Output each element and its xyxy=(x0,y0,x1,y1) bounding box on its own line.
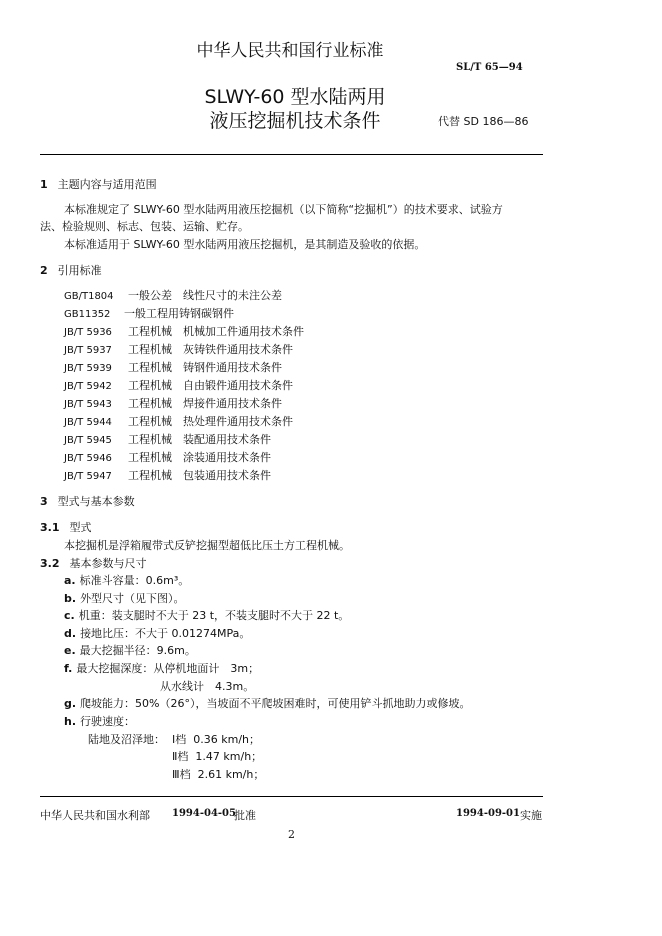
item-label: g. xyxy=(64,697,77,710)
section-1-paragraph-1a: 本标准规定了 SLWY-60 型水陆两用液压挖掘机（以下简称“挖掘机”）的技术要求、试验方 xyxy=(64,203,503,216)
section-number: 1 xyxy=(40,178,48,191)
reference-item xyxy=(64,431,304,449)
reference-item xyxy=(64,305,304,323)
section-number: 2 xyxy=(40,264,48,277)
item-label: e. xyxy=(64,644,76,657)
subsection-number: 3.1 xyxy=(40,521,60,534)
item-text: 标准斗容量：0.6m³。 xyxy=(79,574,190,587)
reference-code: JB/T 5937 xyxy=(64,345,112,356)
reference-title: 工程机械 装配通用技术条件 xyxy=(128,433,271,446)
header-organization: 中华人民共和国行业标准 xyxy=(196,41,384,61)
item-text: 机重：装支腿时不大于 23 t，不装支腿时不大于 22 t。 xyxy=(78,609,350,622)
travel-speed-row xyxy=(172,766,264,782)
section-title: 型式与基本参数 xyxy=(57,495,135,508)
footer-approve: 批准 xyxy=(234,809,256,822)
item-text: 最大挖掘半径：9.6m。 xyxy=(79,644,196,657)
section-number: 3 xyxy=(40,495,48,508)
section-3-heading xyxy=(40,493,135,509)
item-label: f. xyxy=(64,662,73,675)
footer-issue-date: 1994-04-05 xyxy=(172,808,236,819)
reference-code: JB/T 5944 xyxy=(64,417,112,428)
reference-item xyxy=(64,413,304,431)
parameter-item-f xyxy=(64,660,259,676)
gear-speed: 0.36 km/h； xyxy=(193,733,261,746)
reference-title: 工程机械 灰铸铁件通用技术条件 xyxy=(128,343,293,356)
reference-code: GB11352 xyxy=(64,309,111,320)
subsection-3-2-heading xyxy=(40,555,147,571)
reference-item xyxy=(64,341,304,359)
section-1-paragraph-1b: 法、检验规则、标志、包装、运输、贮存。 xyxy=(40,220,249,233)
section-1-paragraph-2: 本标准适用于 SLWY-60 型水陆两用液压挖掘机，是其制造及验收的依据。 xyxy=(64,238,426,251)
reference-item xyxy=(64,323,304,341)
gear-label: Ⅲ档 xyxy=(172,768,191,781)
document-title-line1: SLWY-60 型水陆两用 xyxy=(204,86,386,108)
footer-divider xyxy=(40,796,543,797)
standard-number: SL/T 65—94 xyxy=(456,62,523,73)
reference-title: 一般工程用铸钢碳钢件 xyxy=(124,307,234,320)
replaces-standard: 代替 SD 186—86 xyxy=(438,115,529,128)
reference-title: 工程机械 机械加工件通用技术条件 xyxy=(128,325,304,338)
parameter-item-d xyxy=(64,625,250,641)
item-text: 行驶速度： xyxy=(80,715,136,728)
footer-implement: 实施 xyxy=(520,809,542,822)
subsection-number: 3.2 xyxy=(40,557,60,570)
item-label: a. xyxy=(64,574,76,587)
reference-code: JB/T 5945 xyxy=(64,435,112,446)
reference-item xyxy=(64,467,304,485)
reference-code: JB/T 5946 xyxy=(64,453,112,464)
gear-speed: 2.61 km/h； xyxy=(197,768,265,781)
item-text: 爬坡能力：50%（26°），当坡面不平爬坡困难时，可使用铲斗抓地助力或修坡。 xyxy=(80,697,471,710)
travel-speed-row xyxy=(172,731,260,747)
reference-title: 工程机械 涂装通用技术条件 xyxy=(128,451,271,464)
parameter-item-e xyxy=(64,642,196,658)
reference-list xyxy=(64,287,304,485)
parameter-item-c xyxy=(64,607,349,623)
reference-item xyxy=(64,377,304,395)
item-text: 最大挖掘深度：从停机地面计 3m； xyxy=(76,662,260,675)
reference-item xyxy=(64,287,304,305)
item-text: 外型尺寸（见下图）。 xyxy=(80,592,185,605)
parameter-item-h xyxy=(64,713,135,729)
reference-code: JB/T 5942 xyxy=(64,381,112,392)
reference-title: 工程机械 自由锻件通用技术条件 xyxy=(128,379,293,392)
reference-title: 工程机械 热处理件通用技术条件 xyxy=(128,415,293,428)
subsection-3-1-text: 本挖掘机是浮箱履带式反铲挖掘型超低比压土方工程机械。 xyxy=(64,539,350,552)
section-title: 主题内容与适用范围 xyxy=(57,178,157,191)
reference-item xyxy=(64,395,304,413)
gear-speed: 1.47 km/h； xyxy=(195,750,263,763)
subsection-3-1-heading xyxy=(40,519,92,535)
item-label: b. xyxy=(64,592,77,605)
travel-speed-row xyxy=(172,748,262,764)
footer-implementation-date: 1994-09-01 xyxy=(456,808,520,819)
reference-title: 工程机械 铸钢件通用技术条件 xyxy=(128,361,282,374)
subsection-title: 基本参数与尺寸 xyxy=(69,557,147,570)
parameter-item-f-continued: 从水线计 4.3m。 xyxy=(160,680,255,693)
parameter-item-a xyxy=(64,572,189,588)
reference-title: 工程机械 焊接件通用技术条件 xyxy=(128,397,282,410)
reference-item xyxy=(64,359,304,377)
page-number: 2 xyxy=(288,828,295,841)
reference-code: JB/T 5947 xyxy=(64,471,112,482)
item-label: c. xyxy=(64,609,75,622)
reference-code: JB/T 5936 xyxy=(64,327,112,338)
reference-code: GB/T1804 xyxy=(64,291,114,302)
reference-title: 一般公差 线性尺寸的未注公差 xyxy=(128,289,282,302)
footer-issuer: 中华人民共和国水利部 xyxy=(40,809,150,822)
document-title-line2: 液压挖掘机技术条件 xyxy=(209,110,381,132)
section-1-heading xyxy=(40,176,157,192)
reference-code: JB/T 5939 xyxy=(64,363,112,374)
gear-label: Ⅱ档 xyxy=(172,750,189,763)
subsection-title: 型式 xyxy=(69,521,92,534)
section-2-heading xyxy=(40,262,102,278)
reference-item xyxy=(64,449,304,467)
parameter-item-g xyxy=(64,695,471,711)
section-title: 引用标准 xyxy=(57,264,102,277)
parameter-item-b xyxy=(64,590,185,606)
item-text: 接地比压：不大于 0.01274MPa。 xyxy=(80,627,251,640)
gear-label: Ⅰ档 xyxy=(172,733,187,746)
header-divider xyxy=(40,154,543,155)
travel-terrain-label: 陆地及沼泽地： xyxy=(88,733,165,746)
item-label: d. xyxy=(64,627,77,640)
item-label: h. xyxy=(64,715,77,728)
reference-code: JB/T 5943 xyxy=(64,399,112,410)
reference-title: 工程机械 包装通用技术条件 xyxy=(128,469,271,482)
